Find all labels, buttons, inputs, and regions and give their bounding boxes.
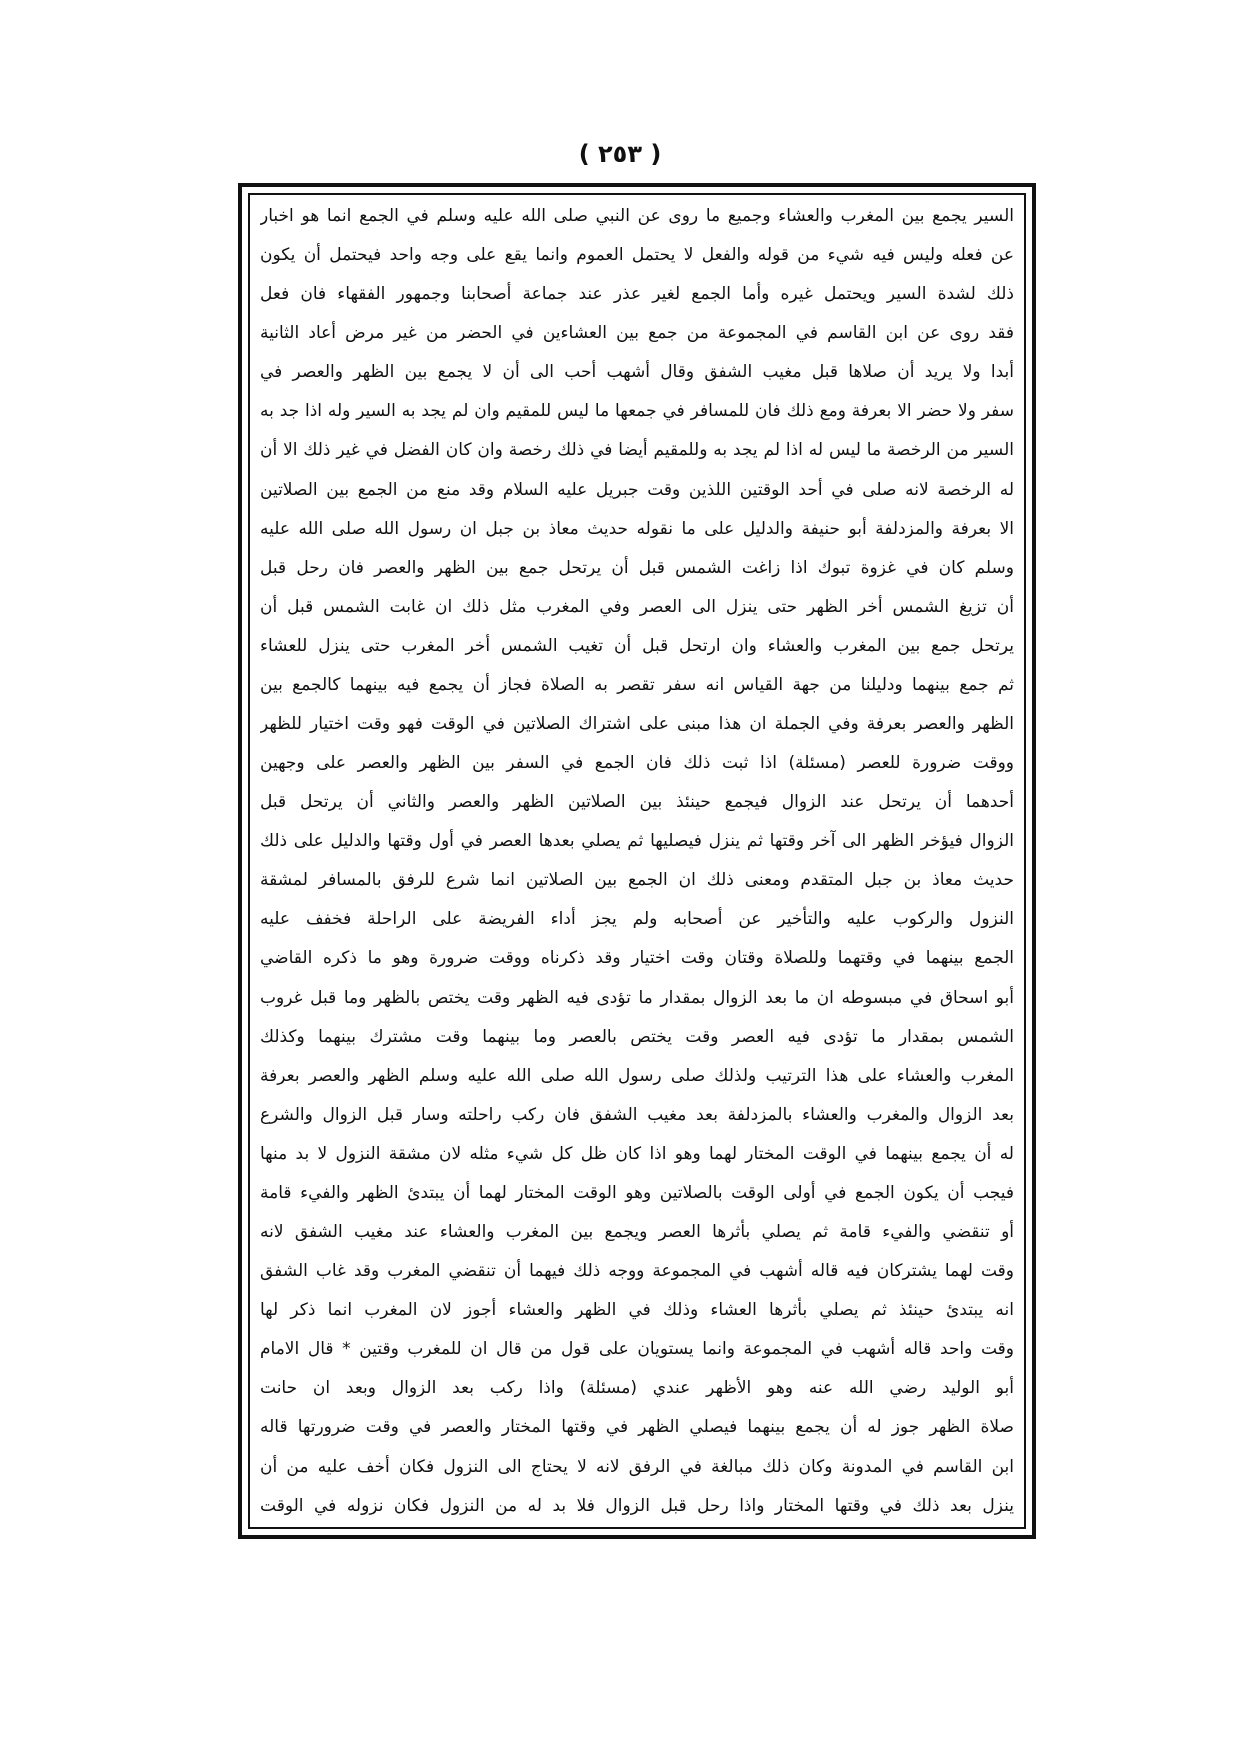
text-line: صلاة الظهر جوز له أن يجمع بينهما فيصلي الظهر في وقتها المختار والعصر في وقت ضرورتها قاله: [260, 1417, 1014, 1438]
text-line: السير يجمع بين المغرب والعشاء وجميع ما روى عن النبي صلى الله عليه وسلم في الجمع انما هو اخبار: [260, 206, 1014, 226]
text-line: أن تزيغ الشمس أخر الظهر حتى ينزل الى العصر وفي المغرب مثل ذلك ان غابت الشمس قبل أن: [260, 596, 1014, 617]
text-line: المغرب والعشاء على هذا الترتيب ولذلك صلى رسول الله صلى الله عليه وسلم الظهر والعصر بعرفة: [260, 1065, 1014, 1086]
text-line: أبو اسحاق في مبسوطه ان ما بعد الزوال بمقدار ما تؤدى فيه الظهر وقت يختص بالظهر وما قبل غروب: [260, 987, 1014, 1008]
text-line: أحدهما أن يرتحل عند الزوال فيجمع حينئذ بين الصلاتين الظهر والعصر والثاني أن يرتحل قبل: [260, 792, 1014, 813]
text-line: أو تنقضي والفيء قامة ثم يصلي بأثرها العصر ويجمع بين المغرب والعشاء عند مغيب الشفق لانه: [260, 1222, 1014, 1243]
text-line: ثم جمع بينهما ودليلنا من جهة القياس انه سفر تقصر به الصلاة فجاز أن يجمع فيه بينهما كالجمع بين: [260, 674, 1014, 695]
text-line: حديث معاذ بن جبل المتقدم ومعنى ذلك ان الجمع بين الصلاتين انما شرع للرفق بالمسافر لمشقة: [260, 870, 1014, 891]
text-line: الا بعرفة والمزدلفة أبو حنيفة والدليل على ما نقوله حديث معاذ بن جبل ان رسول الله صلى الله عليه: [260, 518, 1014, 539]
text-line: الظهر والعصر بعرفة وفي الجملة ان هذا مبنى على اشتراك الصلاتين في الوقت فهو وقت اختيار للظهر: [260, 714, 1014, 735]
text-line: أبدا ولا يريد أن صلاها قبل مغيب الشفق وقال أشهب أحب الى أن لا يجمع بين الظهر والعصر في: [260, 362, 1014, 383]
text-line: النزول والركوب عليه والتأخير عن أصحابه ولم يجز أداء الفريضة على الراحلة فخفف عليه: [260, 909, 1014, 930]
text-line: وسلم كان في غزوة تبوك اذا زاغت الشمس قبل أن يرتحل جمع بين الظهر والعصر فان رحل قبل: [260, 557, 1014, 578]
text-line: وقت لهما يشتركان فيه قاله أشهب في المجموعة ووجه ذلك فيهما أن تنقضي المغرب وقد غاب الشفق: [260, 1261, 1014, 1282]
text-line: وقت واحد قاله أشهب في المجموعة وانما يستويان على قول من قال ان للمغرب وقتين * قال الامام: [260, 1339, 1014, 1360]
text-line: عن فعله وليس فيه شيء من قوله والفعل لا يحتمل العموم وانما يقع على وجه واحد فيحتمل أن يكون: [260, 245, 1014, 266]
text-line: سفر ولا حضر الا بعرفة ومع ذلك فان للمسافر في جمعها ما ليس للمقيم وان لم يجد به السير وله اذا جد به: [260, 401, 1014, 422]
text-line: أبو الوليد رضي الله عنه وهو الأظهر عندي (مسئلة) واذا ركب بعد الزوال وبعد ان حانت: [260, 1378, 1014, 1399]
text-line: السير من الرخصة ما ليس له اذا لم يجد به وللمقيم أيضا في ذلك رخصة وان كان الفضل في غير ذلك الا أن: [260, 440, 1014, 461]
text-line: ابن القاسم في المدونة وكان ذلك مبالغة في الرفق لانه لا يحتاج الى النزول فكان أخف عليه من أن: [260, 1456, 1014, 1477]
text-line: الجمع بينهما في وقتهما وللصلاة وقتان وقت اختيار وقد ذكرناه ووقت ضرورة وهو ما ذكره القاضي: [260, 948, 1014, 969]
text-line: فيجب أن يكون الجمع في أولى الوقت بالصلاتين وهو الوقت المختار لهما أن يبتدئ الظهر والفيء قامة: [260, 1182, 1014, 1203]
text-line: ووقت ضرورة للعصر (مسئلة) اذا ثبت ذلك فان الجمع في السفر بين الظهر والعصر على وجهين: [260, 753, 1014, 774]
text-line: انه يبتدئ حينئذ ثم يصلي بأثرها العشاء وذلك في الظهر والعشاء أجوز لان المغرب انما ذكر لها: [260, 1300, 1014, 1321]
text-line: فقد روى عن ابن القاسم في المجموعة من جمع بين العشاءين في الحضر من غير مرض أعاد الثانية: [260, 323, 1014, 344]
text-line: له أن يجمع بينهما في الوقت المختار لهما وهو اذا كان ظل كل شيء مثله لان مشقة النزول لا بد منها: [260, 1143, 1014, 1164]
text-line: بعد الزوال والمغرب والعشاء بالمزدلفة بعد مغيب الشفق فان ركب راحلته وسار قبل الزوال والشرع: [260, 1104, 1014, 1125]
page-text-body: [260, 198, 1014, 1524]
page-number: ( ٢٥٣ ): [578, 140, 662, 168]
text-line: ذلك لشدة السير ويحتمل غيره وأما الجمع لغير عذر عند جماعة أصحابنا وجمهور الفقهاء فان فعل: [260, 284, 1014, 305]
text-line: ينزل بعد ذلك في وقتها المختار واذا رحل قبل الزوال فلا بد له من النزول فكان نزوله في الوقت: [260, 1495, 1014, 1516]
text-line: يرتحل جمع بين المغرب والعشاء وان ارتحل قبل أن تغيب الشمس أخر المغرب حتى ينزل للعشاء: [260, 635, 1014, 656]
text-line: الشمس بمقدار ما تؤدى فيه العصر وقت يختص بالعصر وما بينهما وقت مشترك بينهما وكذلك: [260, 1026, 1014, 1047]
text-line: الزوال فيؤخر الظهر الى آخر وقتها ثم ينزل فيصليها ثم يصلي بعدها العصر في أول وقتها والدليل على ذلك: [260, 831, 1014, 852]
text-line: له الرخصة لانه صلى في أحد الوقتين اللذين وقت جبريل عليه السلام وقد منع من الجمع بين الصلاتين: [260, 479, 1014, 500]
